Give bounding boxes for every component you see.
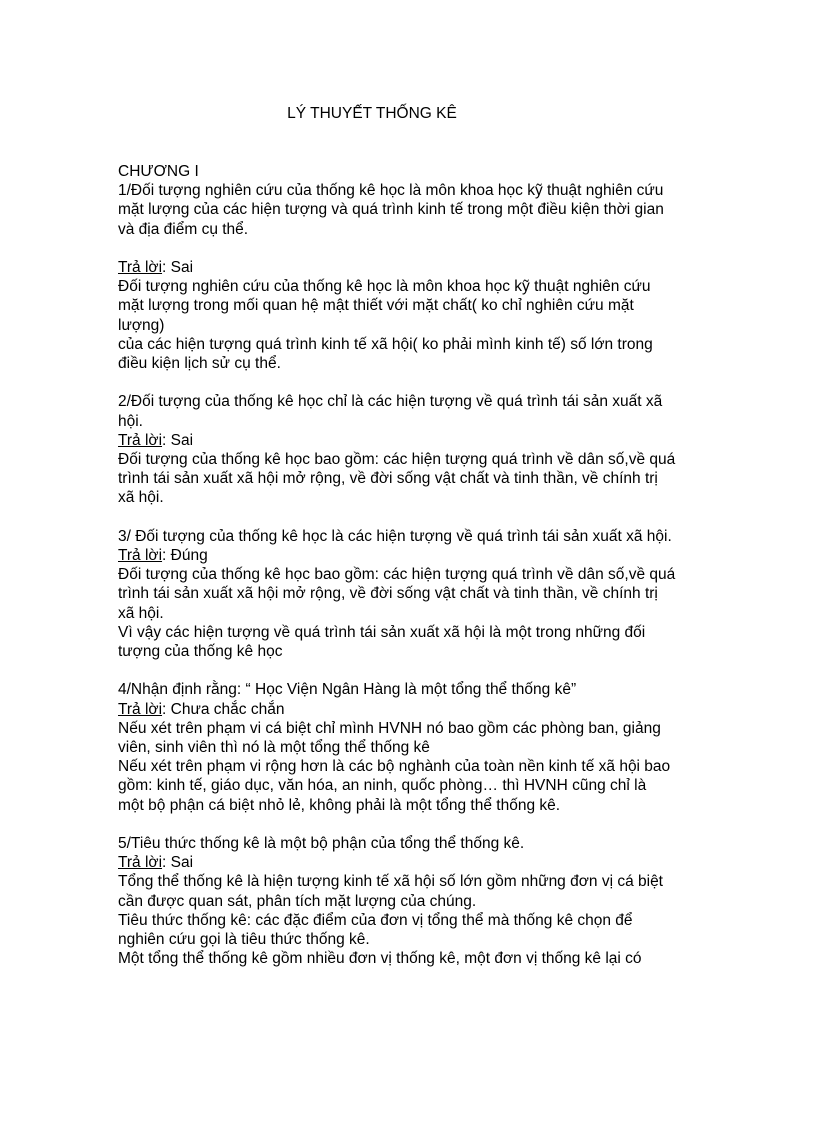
explanation-line: xã hội. [118, 604, 164, 622]
question-5 [118, 834, 718, 968]
answer-label: Trả lời [118, 700, 163, 718]
explanation-line: xã hội. [118, 489, 164, 507]
answer-line [118, 258, 718, 277]
explanation-line: Tiêu thức thống kê: các đặc điểm của đơn vị tổng thể mà thống kê chọn để [118, 911, 633, 929]
question-text-line: 2/Đối tượng của thống kê học chỉ là các hiện tượng về quá trình tái sản xuất xã [118, 393, 663, 411]
answer-label: Trả lời [118, 547, 163, 565]
explanation-line: gồm: kinh tế, giáo dục, văn hóa, an ninh, quốc phòng… thì HVNH cũng chỉ là [118, 777, 647, 795]
question-text-line: và địa điểm cụ thể. [118, 220, 249, 238]
document-body [118, 162, 718, 968]
question-1 [118, 181, 718, 373]
paragraph-gap [118, 508, 718, 527]
paragraph-gap [118, 239, 718, 258]
question-text-line: 4/Nhận định rằng: “ Học Viện Ngân Hàng là một tổng thể thống kê” [118, 681, 577, 699]
explanation-line: Vì vậy các hiện tượng về quá trình tái sản xuất xã hội là một trong những đối [118, 623, 646, 641]
explanation-line: tượng của thống kê học [118, 643, 283, 661]
explanation-line: nghiên cứu gọi là tiêu thức thống kê. [118, 931, 370, 949]
document-title: LÝ THUYẾT THỐNG KÊ [287, 105, 457, 122]
chapter-heading: CHƯƠNG I [118, 163, 199, 180]
explanation-line: một bộ phận cá biệt nhỏ lẻ, không phải là một tổng thể thống kê. [118, 796, 561, 814]
explanation-line: viên, sinh viên thì nó là một tổng thể thống kê [118, 739, 430, 757]
answer-value: : Chưa chắc chắn [162, 700, 285, 718]
answer-label: Trả lời [118, 259, 163, 276]
question-2 [118, 392, 718, 507]
paragraph-gap [118, 373, 718, 392]
explanation-line: Đối tượng của thống kê học bao gồm: các hiện tượng quá trình về dân số,về quá [118, 566, 676, 584]
explanation-line: lượng) [118, 316, 165, 334]
question-3 [118, 527, 718, 661]
answer-value: : Sai [162, 259, 194, 276]
explanation-line: Tổng thể thống kê là hiện tượng kinh tế xã hội số lớn gồm những đơn vị cá biệt [118, 873, 663, 891]
answer-label: Trả lời [118, 854, 163, 872]
answer-value: : Đúng [162, 547, 208, 565]
explanation-line: cần được quan sát, phân tích mặt lượng của chúng. [118, 892, 477, 910]
question-text-line: 3/ Đối tượng của thống kê học là các hiện tượng về quá trình tái sản xuất xã hội. [118, 527, 672, 545]
explanation-line: Đối tượng của thống kê học bao gồm: các hiện tượng quá trình về dân số,về quá [118, 451, 676, 469]
answer-line [118, 431, 718, 450]
explanation-line: Nếu xét trên phạm vi rộng hơn là các bộ nghành của toàn nền kinh tế xã hội bao [118, 758, 671, 776]
explanation-line: của các hiện tượng quá trình kinh tế xã hội( ko phải mình kinh tế) số lớn trong [118, 335, 653, 353]
explanation-line: Nếu xét trên phạm vi cá biệt chỉ mình HVNH nó bao gồm các phòng ban, giảng [118, 719, 661, 737]
question-text-line: hội. [118, 412, 143, 430]
paragraph-gap [118, 661, 718, 680]
answer-line [118, 700, 718, 719]
answer-line [118, 853, 718, 872]
explanation-line: trình tái sản xuất xã hội mở rộng, về đời sống vật chất và tinh thần, về chính trị [118, 585, 658, 603]
question-text-line: mặt lượng của các hiện tượng và quá trình kinh tế trong một điều kiện thời gian [118, 201, 664, 219]
answer-line [118, 546, 718, 565]
explanation-line: Một tổng thể thống kê gồm nhiều đơn vị thống kê, một đơn vị thống kê lại có [118, 950, 642, 968]
question-text-line: 5/Tiêu thức thống kê là một bộ phận của tổng thể thống kê. [118, 835, 525, 853]
answer-value: : Sai [162, 854, 194, 872]
explanation-line: điều kiện lịch sử cụ thể. [118, 355, 281, 373]
question-4 [118, 680, 718, 814]
answer-label: Trả lời [118, 431, 163, 449]
answer-value: : Sai [162, 431, 194, 449]
paragraph-gap [118, 815, 718, 834]
explanation-line: mặt lượng trong mối quan hệ mật thiết với mặt chất( ko chỉ nghiên cứu mặt [118, 297, 634, 315]
explanation-line: trình tái sản xuất xã hội mở rộng, về đời sống vật chất và tinh thần, về chính trị [118, 470, 658, 488]
explanation-line: Đối tượng nghiên cứu của thống kê học là môn khoa học kỹ thuật nghiên cứu [118, 278, 651, 296]
question-text-line: 1/Đối tượng nghiên cứu của thống kê học là môn khoa học kỹ thuật nghiên cứu [118, 182, 664, 200]
